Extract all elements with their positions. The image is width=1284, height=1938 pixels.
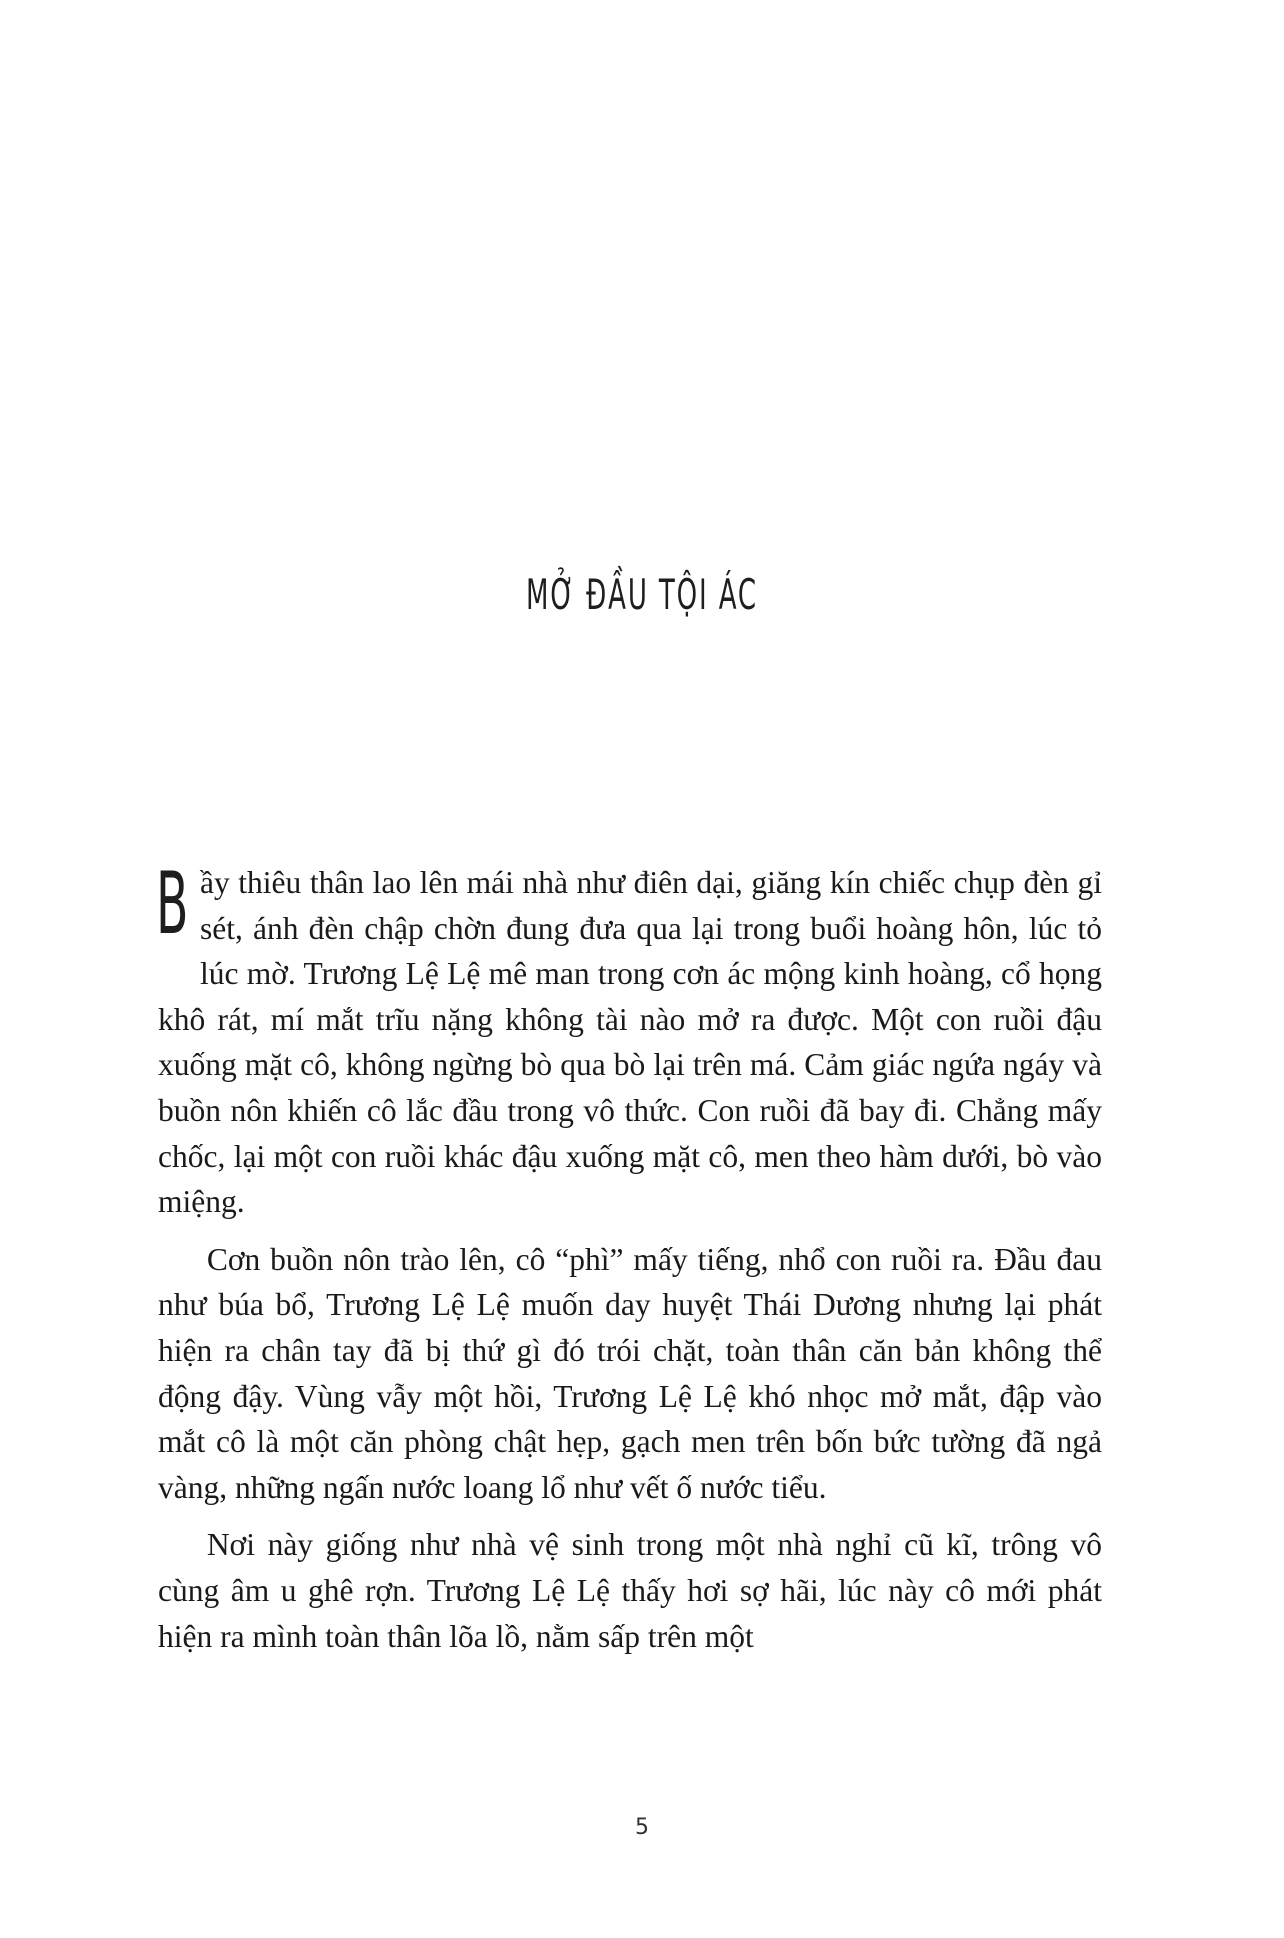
- paragraph-1-text: ầy thiêu thân lao lên mái nhà như điên dại, giăng kín chiếc chụp đèn gỉ sét, ánh đèn chập chờn đung đưa qua lại trong buổi hoàng hôn, lúc tỏ lúc mờ. Trương Lệ Lệ mê man trong cơn ác mộng kinh hoàng, cổ họng khô rát, mí mắt trĩu nặng không tài nào mở ra được. Một con ruồi đậu xuống mặt cô, không ngừng bò qua bò lại trên má. Cảm giác ngứa ngáy và buồn nôn khiến cô lắc đầu trong vô thức. Con ruồi đã bay đi. Chẳng mấy chốc, lại một con ruồi khác đậu xuống mặt cô, men theo hàm dưới, bò vào miệng.: [158, 865, 1102, 1220]
- chapter-title: MỞ ĐẦU TỘI ÁC: [526, 570, 758, 619]
- paragraph-1: [156, 854, 1102, 1225]
- paragraph-3: Nơi này giống như nhà vệ sinh trong một nhà nghỉ cũ kĩ, trông vô cùng âm u ghê rợn. Trương Lệ Lệ thấy hơi sợ hãi, lúc này cô mới phát hiện ra mình toàn thân lõa lồ, nằm sấp trên một: [158, 1527, 1102, 1654]
- body-text: [156, 854, 1102, 1671]
- page-number: 5: [635, 1815, 649, 1840]
- dropcap-letter: B: [156, 854, 189, 954]
- paragraph-2: Cơn buồn nôn trào lên, cô “phì” mấy tiếng, nhổ con ruồi ra. Đầu đau như búa bổ, Trương Lệ Lệ muốn day huyệt Thái Dương nhưng lại phát hiện ra chân tay đã bị thứ gì đó trói chặt, toàn thân căn bản không thể động đậy. Vùng vẫy một hồi, Trương Lệ Lệ khó nhọc mở mắt, đập vào mắt cô là một căn phòng chật hẹp, gạch men trên bốn bức tường đã ngả vàng, những ngấn nước loang lổ như vết ố nước tiểu.: [158, 1241, 1102, 1505]
